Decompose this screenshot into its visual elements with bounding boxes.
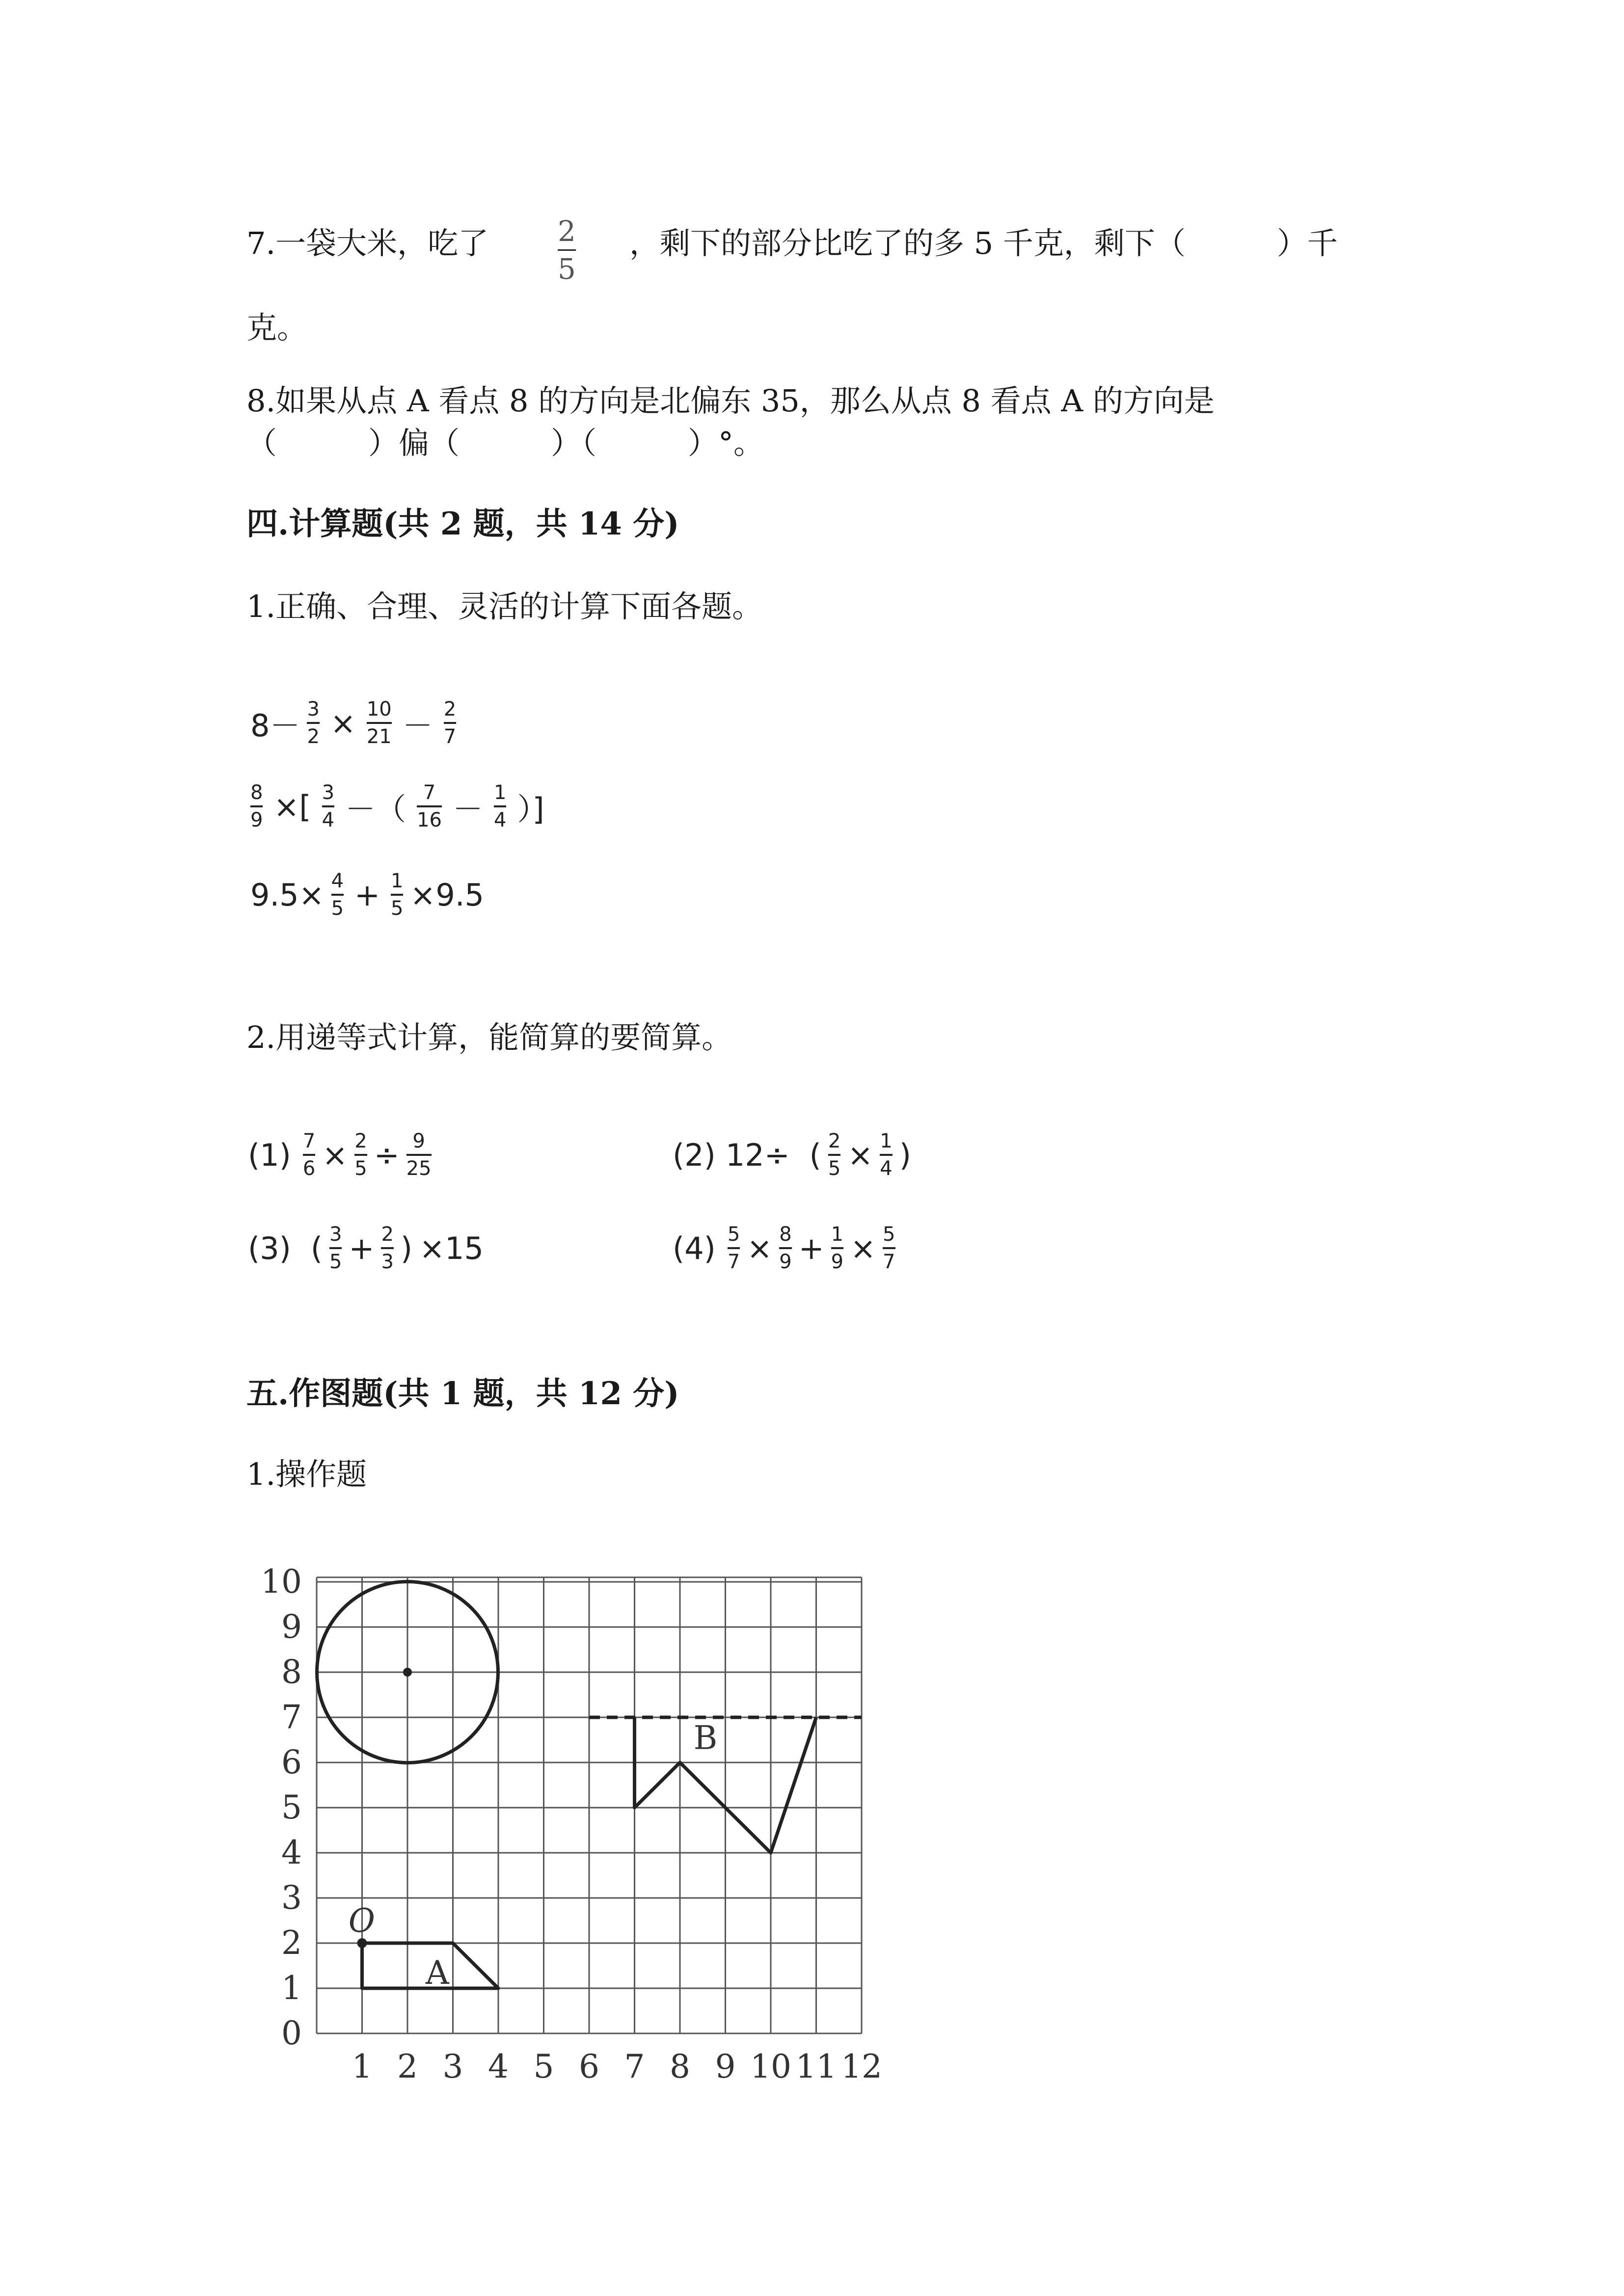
fraction-bar [367,722,392,724]
x-tick-label: 2 [397,2048,418,2085]
p4-frac2 [779,1225,791,1272]
y-tick-label: 3 [281,1879,302,1917]
problem-3 [248,1225,484,1272]
fraction-bar [494,805,506,807]
q8-text-line2: （ ）偏（ ）（ ）°。 [246,425,764,461]
denominator: 16 [417,809,442,831]
y-tick-label: 0 [281,2014,302,2052]
expression-3 [250,871,484,918]
numerator: 2 [381,1223,394,1246]
problem-label: (2) [673,1137,716,1173]
operator: × [747,1230,773,1266]
problem-1 [248,1131,438,1178]
operator: － [402,707,433,744]
denominator: 9 [779,1251,792,1273]
x-tick-label: 10 [750,2048,791,2085]
y-tick-label: 9 [281,1608,302,1646]
denominator: 21 [366,725,392,748]
denominator: 6 [302,1157,316,1180]
q7-fraction-numerator: 2 [558,214,576,248]
denominator: 5 [354,1157,367,1180]
y-tick-label: 5 [281,1789,302,1826]
numerator: 1 [880,1130,893,1152]
problem-2 [673,1131,911,1178]
p4-frac3 [831,1225,843,1272]
section5-title: 五.作图题(共 1 题，共 12 分) [246,1375,679,1412]
operator: × [322,1137,348,1173]
denominator: 2 [307,725,320,748]
grid-lines [317,1577,862,2033]
denominator: 25 [406,1157,432,1180]
denominator: 4 [322,809,335,831]
y-tick-label: 2 [281,1924,302,1962]
denominator: 3 [381,1251,394,1273]
p4-frac4 [883,1225,895,1272]
fraction-bar [779,1247,791,1249]
numerator: 7 [423,781,436,804]
operator: ）] [517,791,544,827]
expr3-frac1 [331,871,344,918]
paren-open: ( [310,1230,323,1266]
fraction-bar [381,1247,393,1249]
fraction-bar [444,722,456,724]
operator: － [452,791,483,827]
fraction-bar [406,1154,432,1156]
p2-frac1 [828,1131,840,1178]
expr2-frac2 [322,783,334,830]
section4-title: 四.计算题(共 2 题，共 14 分) [246,506,679,542]
x-tick-label: 11 [795,2048,837,2085]
operator: + [349,1230,375,1266]
label-o: O [348,1902,375,1940]
operator: + [798,1230,824,1266]
fraction-bar [322,805,334,807]
p1-frac2 [354,1131,367,1178]
q7-text-part2: ，剩下的部分比吃了的多 5 千克，剩下（ ）千 [629,225,1338,261]
coordinate-grid-figure [236,1561,913,2106]
p4-frac1 [728,1225,740,1272]
q7-text-part3: 克。 [246,310,308,346]
fraction-bar [558,249,576,251]
expr3-frac2 [391,871,403,918]
numerator: 3 [307,698,320,721]
x-tick-label: 7 [624,2048,645,2085]
expr2-frac4 [494,783,506,830]
x-tick-label: 5 [533,2048,554,2085]
problem-label: (1) [248,1137,291,1173]
y-tick-label: 8 [281,1653,302,1691]
numerator: 3 [329,1223,342,1246]
y-tick-label: 7 [281,1698,302,1736]
numerator: 9 [412,1130,425,1152]
p3-tail: ×15 [419,1230,484,1266]
expr1-frac2 [367,699,392,747]
y-tick-label: 1 [281,1969,302,2007]
operator: × [330,705,356,741]
expr2-frac1 [250,783,263,830]
numerator: 1 [493,781,507,804]
fraction-bar [728,1247,740,1249]
expression-2 [244,783,548,830]
numerator: 5 [883,1223,895,1246]
numerator: 7 [302,1130,316,1152]
denominator: 7 [727,1251,740,1273]
operator: + [354,877,380,913]
problem-label: (4) [673,1230,716,1266]
expr1-frac3 [444,699,456,747]
expression-1 [250,699,463,747]
y-tick-label: 6 [281,1743,302,1781]
numerator: 3 [322,781,335,804]
denominator: 7 [443,725,457,748]
numerator: 10 [366,698,392,721]
fraction-bar [303,1154,315,1156]
circle-center-dot [403,1668,412,1677]
label-b: B [693,1719,718,1757]
denominator: 4 [493,809,507,831]
p1-frac1 [303,1131,315,1178]
expr3-term: 9.5× [250,877,325,913]
problem-4 [673,1225,902,1272]
y-tick-label: 4 [281,1834,302,1871]
label-a: A [426,1953,449,1992]
p3-frac2 [381,1225,393,1272]
numerator: 2 [443,698,457,721]
paren-close: ) [400,1230,413,1266]
fraction-bar [331,894,344,896]
fraction-bar [880,1154,892,1156]
denominator: 7 [883,1251,895,1273]
x-tick-label: 1 [352,2048,373,2085]
expr1-term: 8－ [250,707,300,744]
x-tick-label: 6 [579,2048,599,2085]
grid-labels [261,1563,882,2085]
p3-frac1 [329,1225,342,1272]
p1-frac3 [406,1131,432,1178]
denominator: 5 [331,897,344,920]
expr2-frac3 [417,783,442,830]
x-tick-label: 9 [715,2048,736,2085]
p2-frac2 [880,1131,892,1178]
operator: ×[ [273,788,311,825]
fraction-bar [883,1247,895,1249]
operator: × [847,1137,873,1173]
section4-q2-label: 2.用递等式计算，能简算的要简算。 [246,1019,732,1055]
fraction-bar [828,1154,840,1156]
p2-term: 12÷ [725,1137,790,1173]
q7-text-part1: 7.一袋大米，吃了 [246,225,489,261]
x-tick-label: 3 [442,2048,463,2085]
origin-point [357,1938,367,1948]
numerator: 1 [390,870,404,892]
denominator: 5 [390,897,404,920]
numerator: 4 [331,870,344,892]
numerator: 1 [831,1223,844,1246]
q7-fraction [558,214,576,286]
section4-q1-label: 1.正确、合理、灵活的计算下面各题。 [246,588,763,624]
fraction-bar [354,1154,367,1156]
paren-close: ) [899,1137,911,1173]
section5-q1-label: 1.操作题 [246,1456,367,1492]
q7-fraction-denominator: 5 [558,252,576,286]
expr1-frac1 [307,699,319,747]
numerator: 2 [354,1130,367,1152]
fraction-bar [417,805,442,807]
operator: × [850,1230,876,1266]
denominator: 5 [329,1251,342,1273]
numerator: 2 [828,1130,841,1152]
x-tick-label: 12 [841,2048,882,2085]
fraction-bar [391,894,403,896]
denominator: 5 [828,1157,841,1180]
operator: －（ [345,791,406,827]
y-tick-label: 10 [261,1563,302,1601]
fraction-bar [831,1247,843,1249]
fraction-bar [250,805,263,807]
numerator: 5 [727,1223,740,1246]
paren-open: ( [809,1137,821,1173]
x-tick-label: 4 [488,2048,509,2085]
fraction-bar [329,1247,342,1249]
denominator: 9 [831,1251,844,1273]
fraction-bar [307,722,319,724]
q8-text-line1: 8.如果从点 A 看点 8 的方向是北偏东 35，那么从点 8 看点 A 的方向是 [246,383,1215,419]
operator: ÷ [374,1137,400,1173]
denominator: 4 [880,1157,893,1180]
problem-label: (3) [248,1230,291,1266]
numerator: 8 [779,1223,792,1246]
expr3-tail: ×9.5 [410,877,484,913]
numerator: 8 [250,781,263,804]
denominator: 9 [250,809,263,831]
x-tick-label: 8 [670,2048,690,2085]
